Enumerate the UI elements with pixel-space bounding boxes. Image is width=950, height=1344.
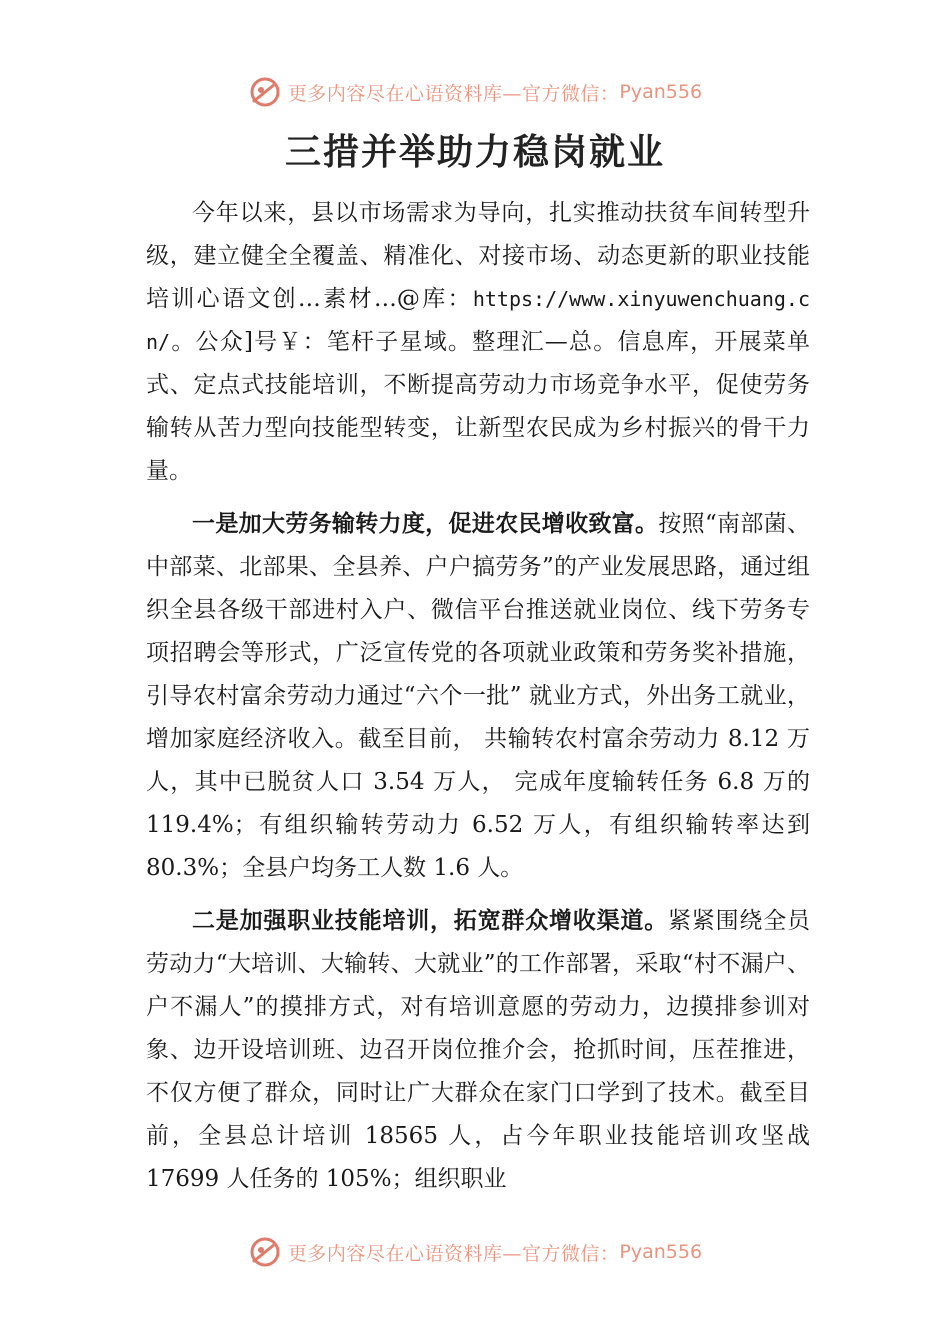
footer-watermark-banner	[0, 1232, 950, 1272]
header-watermark-banner	[0, 72, 950, 112]
section-1-body: 按照“南部菌、中部菜、北部果、全县养、户户搞劳务”的产业发展思路，通过组织全县各级干部进村入户、微信平台推送就业岗位、线下劳务专项招聘会等形式，广泛宣传党的各项就业政策和劳务奖补措施，引导农村富余劳动力通过“六个一批” 就业方式，外出务工就业，增加家庭经济收入。截至目前， 共输转农村富余劳动力 8.12 万人，其中已脱贫人口 3.54 万人， 完成年度输转任务 6.8 万的 119.4%；有组织输转劳动力 6.52 万人，有组织输转率达到 80.3%；全县户均务工人数 1.6 人。	[146, 511, 811, 881]
banner-wechat-id: Pyan556	[619, 81, 703, 103]
intro-text-b: 。公众]号￥：笔杆子星域。整理汇—总。信息库，开展菜单式、定点式技能培训，不断提高劳动力市场竞争水平，促使劳务输转从苦力型向技能型转变，让新型农民成为乡村振兴的骨干力量。	[146, 329, 810, 484]
banner-wechat-id: Pyan556	[619, 1241, 703, 1263]
banner-text: 更多内容尽在心语资料库—官方微信：	[287, 82, 620, 105]
intro-text-a: 今年以来，县以市场需求为导向，扎实推动扶贫车间转型升级，建立健全全覆盖、精准化、对接市场、动态更新的职业技能培训心语文创…素材…@库：	[146, 200, 810, 312]
section-1-paragraph	[146, 503, 810, 890]
document-title: 三措并举助力稳岗就业	[284, 131, 665, 173]
banner-text: 更多内容尽在心语资料库—官方微信：	[287, 1242, 620, 1265]
section-2-lead: 二是加强职业技能培训，拓宽群众增收渠道。	[192, 908, 668, 934]
ink-brush-logo-icon	[248, 75, 282, 109]
ink-brush-logo-icon	[248, 1235, 282, 1269]
section-2-body: 紧紧围绕全员劳动力“大培训、大输转、大就业”的工作部署，采取“村不漏户、户不漏人”的摸排方式，对有培训意愿的劳动力，边摸排参训对象、边开设培训班、边召开岗位推介会，抢抓时间，压茬推进，不仅方便了群众，同时让广大群众在家门口学到了技术。截至目前，全县总计培训 18565 人，占今年职业技能培训攻坚战 17699 人任务的 105%；组织职业	[146, 908, 811, 1192]
intro-url: https://www.xinyuwenchuang.cn/	[146, 287, 810, 354]
intro-paragraph	[146, 192, 810, 493]
document-body	[146, 192, 810, 1201]
section-2-paragraph	[146, 900, 810, 1201]
section-1-lead: 一是加大劳务输转力度，促进农民增收致富。	[192, 511, 659, 537]
